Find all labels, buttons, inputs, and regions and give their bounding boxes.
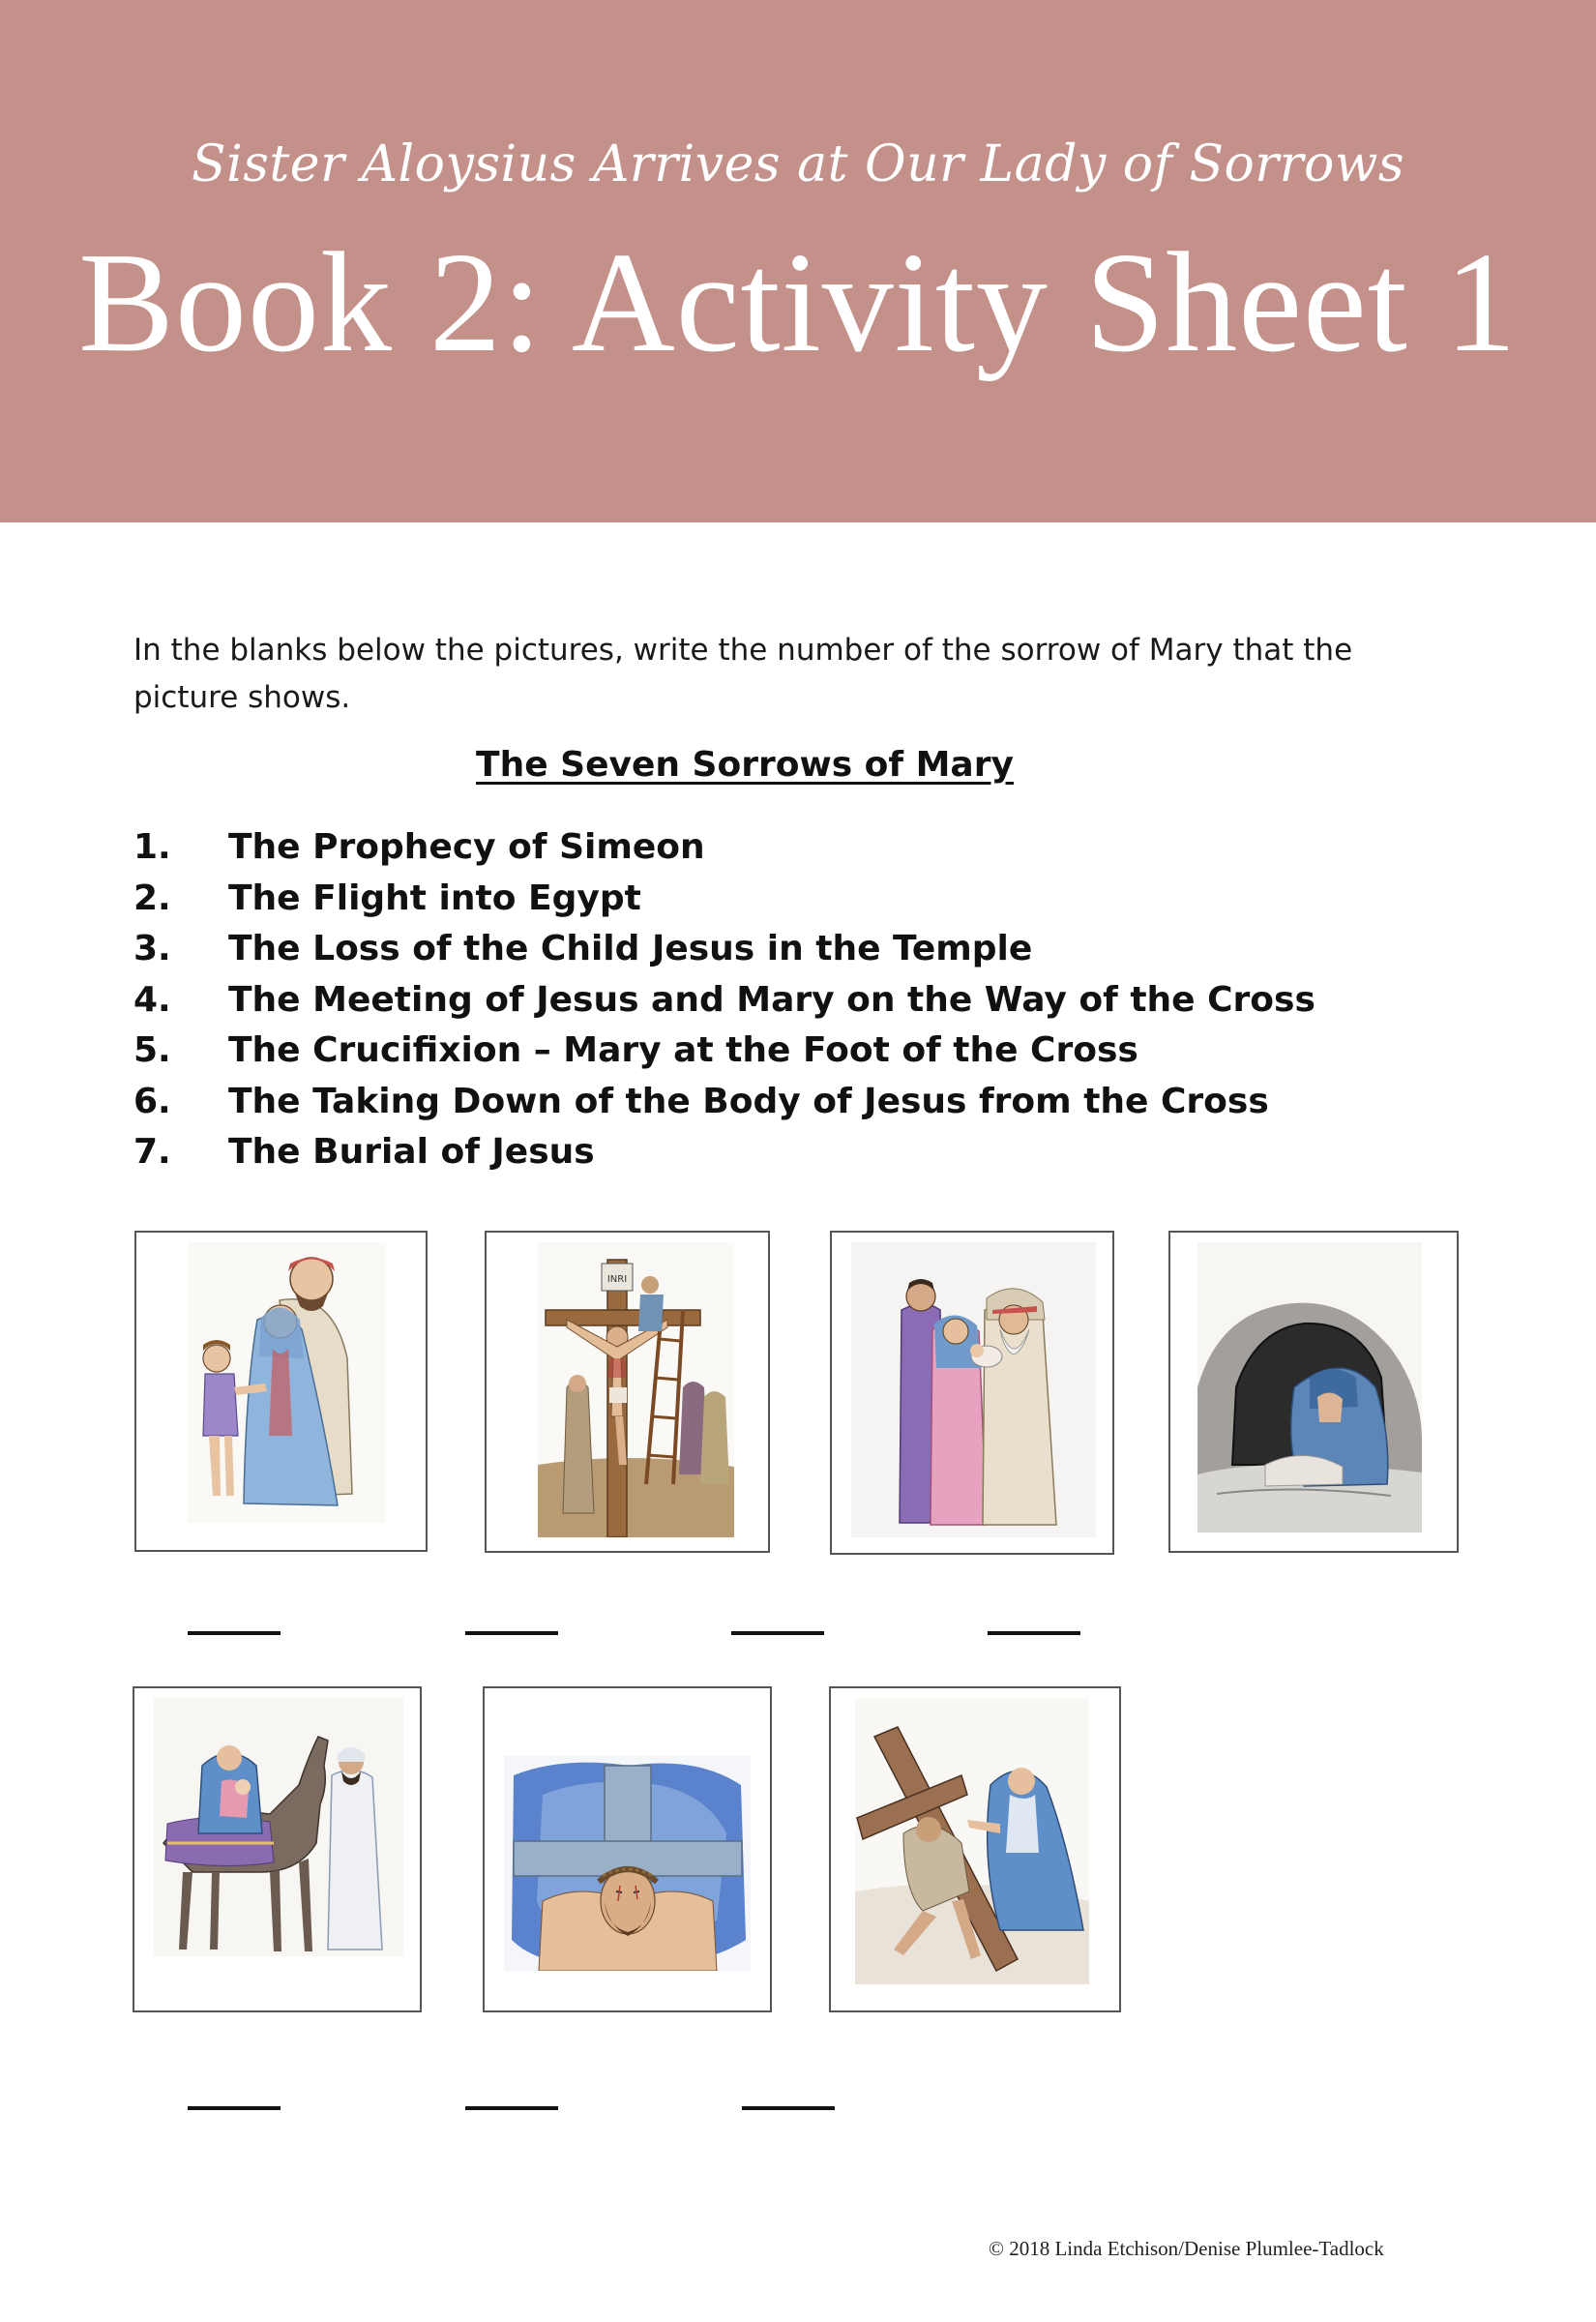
picture-frame-burial	[1168, 1231, 1459, 1553]
sorrow-item	[133, 822, 1315, 874]
sorrow-text: The Crucifixion – Mary at the Foot of the Cross	[228, 1030, 1138, 1070]
flight-into-egypt-illustration	[154, 1698, 403, 1956]
picture-frame-simeon	[830, 1231, 1114, 1555]
answer-blank[interactable]	[742, 2062, 835, 2110]
sorrow-number: 5.	[133, 1030, 171, 1070]
sorrow-item	[133, 874, 1315, 925]
sorrows-list-title: The Seven Sorrows of Mary	[476, 745, 1014, 785]
sorrow-item	[133, 1026, 1315, 1077]
answer-blank[interactable]	[188, 2062, 281, 2110]
taking-down-from-cross-illustration	[538, 1242, 734, 1537]
sorrow-item	[133, 975, 1315, 1027]
header-banner	[0, 0, 1596, 522]
sorrow-number: 3.	[133, 929, 171, 968]
answer-blank[interactable]	[988, 1587, 1080, 1635]
answer-blank[interactable]	[465, 2062, 558, 2110]
sorrow-item	[133, 1127, 1315, 1178]
copyright-notice: © 2018 Linda Etchison/Denise Plumlee-Tadlock	[989, 2237, 1384, 2260]
sheet-title: Book 2: Activity Sheet 1	[78, 223, 1518, 382]
picture-frame-meeting	[829, 1686, 1121, 2012]
finding-child-jesus-illustration	[188, 1242, 386, 1523]
sorrow-number: 1.	[133, 827, 171, 867]
picture-frame-crucifixion	[483, 1686, 772, 2012]
picture-frame-taking-down	[485, 1231, 770, 1553]
sorrow-number: 2.	[133, 878, 171, 918]
picture-frame-finding-jesus	[134, 1231, 428, 1552]
answer-blank[interactable]	[188, 1587, 281, 1635]
sorrow-item	[133, 1077, 1315, 1128]
sorrow-text: The Burial of Jesus	[228, 1132, 595, 1172]
instructions-text: In the blanks below the pictures, write the number of the sorrow of Mary that the picture shows.	[133, 633, 1353, 715]
sorrow-number: 6.	[133, 1081, 171, 1121]
sorrows-list	[133, 822, 1315, 1178]
burial-tomb-illustration	[1197, 1242, 1422, 1533]
crucifixion-illustration	[504, 1756, 751, 1971]
sorrow-text: The Prophecy of Simeon	[228, 827, 705, 867]
answer-blank[interactable]	[731, 1587, 824, 1635]
sorrow-text: The Meeting of Jesus and Mary on the Way of the Cross	[228, 979, 1315, 1020]
meeting-on-way-of-cross-illustration	[855, 1698, 1089, 1984]
book-subtitle: Sister Aloysius Arrives at Our Lady of Sorrows	[191, 135, 1405, 194]
answer-blank[interactable]	[465, 1587, 558, 1635]
sorrow-text: The Taking Down of the Body of Jesus from the Cross	[228, 1081, 1269, 1121]
sorrow-text: The Loss of the Child Jesus in the Temple	[228, 929, 1033, 968]
prophecy-of-simeon-illustration	[851, 1242, 1096, 1537]
sorrow-item	[133, 924, 1315, 975]
sorrow-number: 4.	[133, 979, 171, 1020]
cross-sign: INRI	[606, 1274, 628, 1285]
sorrow-number: 7.	[133, 1132, 171, 1172]
picture-frame-flight-egypt	[133, 1686, 422, 2012]
sorrow-text: The Flight into Egypt	[228, 878, 641, 918]
